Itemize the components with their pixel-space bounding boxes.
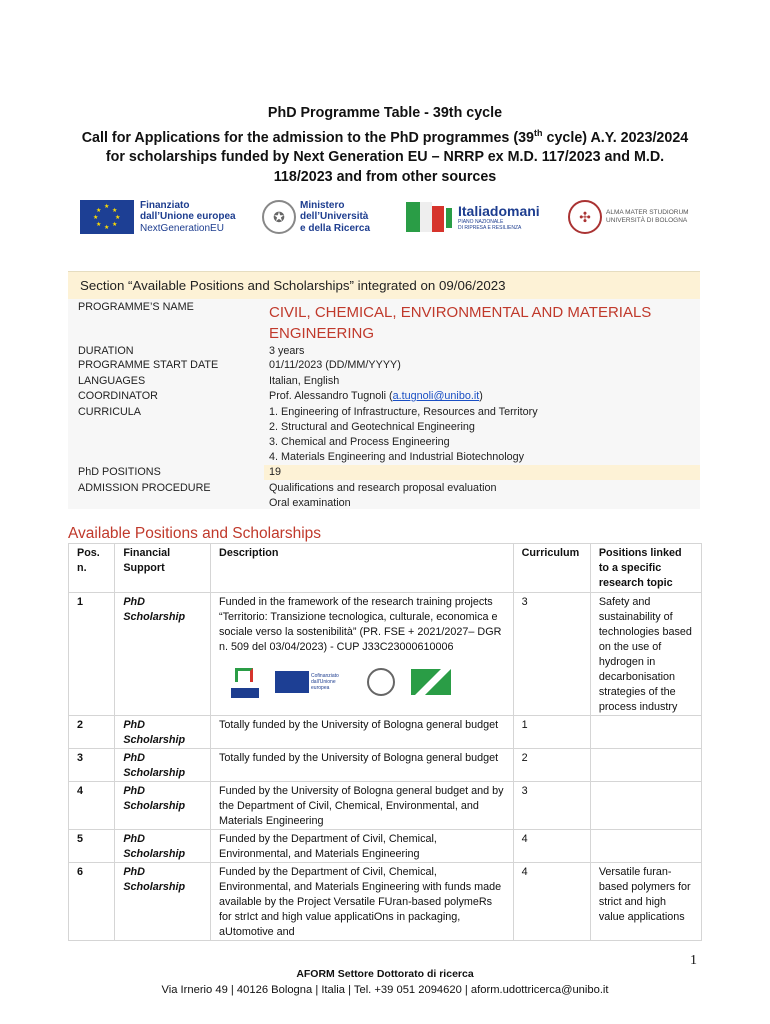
republic-emblem-icon: ✪ <box>262 200 296 234</box>
coordinator-value: Prof. Alessandro Tugnoli (a.tugnoli@unibo.it) <box>269 390 483 402</box>
coordinator-label: COORDINATOR <box>78 390 158 402</box>
curriculum-item: 2. Structural and Geotechnical Engineering <box>269 421 475 433</box>
unibo-logo: ✣ ALMA MATER STUDIORUM UNIVERSITÀ DI BOLOGNA <box>568 198 689 236</box>
eu-flag-icon: ★ ★ ★ ★ ★ ★ ★ ★ <box>80 200 134 234</box>
footer-address: Via Irnerio 49 | 40126 Bologna | Italia | Tel. +39 051 2094620 | aform.udottricerca@unibo.it <box>161 984 609 996</box>
positions-heading: Available Positions and Scholarships <box>68 525 322 542</box>
languages-label: LANGUAGES <box>78 375 146 387</box>
curricula-label: CURRICULA <box>78 406 141 418</box>
curricula-list <box>269 405 538 465</box>
positions-label: PhD POSITIONS <box>78 466 161 478</box>
table-row: 2 PhD Scholarship Totally funded by the University of Bologna general budget 1 <box>69 716 702 749</box>
eu-flag-icon <box>275 671 309 693</box>
table-header-row <box>69 544 702 593</box>
mur-logo: ✪ Ministero dell’Università e della Ricerca <box>262 198 370 236</box>
programme-label: PROGRAMME’S NAME <box>78 301 194 313</box>
section-band <box>68 271 700 300</box>
header-description: Description <box>211 544 514 593</box>
footer-office: AFORM Settore Dottorato di ricerca <box>296 968 474 980</box>
admission-value: Qualifications and research proposal evaluation Oral examination <box>269 482 497 509</box>
republic-emblem-icon <box>367 668 395 696</box>
curriculum-item: 3. Chemical and Process Engineering <box>269 436 450 448</box>
header-pos: Pos. n. <box>69 544 115 593</box>
document-title <box>0 104 770 187</box>
duration-label: DURATION <box>78 345 134 357</box>
title-line-4: 118/2023 and from other sources <box>273 168 497 185</box>
table-row: 6 PhD Scholarship Funded by the Department of Civil, Chemical, Environmental, and Materials Engineering with funds made available by the Project Versatile FUran-based polymeRs for strIct and high value applicatiOns in packaging, aUtomotive and 4 Versatile furan-based polymers for strict and high value applications <box>69 863 702 941</box>
programme-name: CIVIL, CHEMICAL, ENVIRONMENTAL AND MATERIALS ENGINEERING <box>269 304 652 342</box>
table-row: 1 PhD Scholarship Funded in the framework of the research training projects “Territorio: Transizione tecnologica, culturale, economica e sociale verso la sostenibilità” (PR. FSE + 2021/2027– DGR n. 509 del 03/04/2023) - CUP J33C23000610006 Cofinanziato dall'Unione europea 3 Safety and sustainability of technologies based on the use of hydrogen in decarbonisation strategies of the process industry <box>69 593 702 716</box>
coesione-italia-icon <box>231 666 259 698</box>
unibo-seal-icon: ✣ <box>568 200 602 234</box>
table-row: 3 PhD Scholarship Totally funded by the University of Bologna general budget 2 <box>69 749 702 782</box>
positions-table <box>68 543 702 941</box>
duration-value: 3 years <box>269 345 305 357</box>
section-band-text: Section “Available Positions and Scholarships” integrated on 09/06/2023 <box>80 278 506 293</box>
positions-value: 19 <box>269 466 282 478</box>
table-row: 4 PhD Scholarship Funded by the University of Bologna general budget and by the Department of Civil, Chemical, Environmental, and Materials Engineering 3 <box>69 782 702 830</box>
admission-label: ADMISSION PROCEDURE <box>78 482 211 494</box>
languages-value: Italian, English <box>269 375 340 387</box>
italiadomani-logo: Italiadomani PIANO NAZIONALE DI RIPRESA E RESILIENZA <box>406 198 540 236</box>
title-line-2: Call for Applications for the admission to the PhD programmes (39th cycle) A.Y. 2023/2024 <box>81 127 689 146</box>
page-number: 1 <box>690 953 697 968</box>
coordinator-email-link[interactable]: a.tugnoli@unibo.it <box>392 390 480 402</box>
eu-logo: ★ ★ ★ ★ ★ ★ ★ ★ Finanziato dall’Unione europea NextGenerationEU <box>80 198 236 236</box>
curriculum-item: 1. Engineering of Infrastructure, Resources and Territory <box>269 406 538 418</box>
emilia-romagna-icon <box>411 669 451 695</box>
italiadomani-icon <box>406 202 454 232</box>
title-line-3: for scholarships funded by Next Generation EU – NRRP ex M.D. 117/2023 and M.D. <box>105 148 665 165</box>
funding-logos: Cofinanziato dall'Unione europea <box>231 665 505 699</box>
header-financial-support: Financial Support <box>115 544 211 593</box>
curriculum-item: 4. Materials Engineering and Industrial Biotechnology <box>269 451 525 463</box>
title-line-1: PhD Programme Table - 39th cycle <box>267 105 503 121</box>
start-date-label: PROGRAMME START DATE <box>78 359 219 371</box>
positions-highlight <box>264 465 700 480</box>
start-date-value: 01/11/2023 (DD/MM/YYYY) <box>269 359 401 371</box>
header-curriculum: Curriculum <box>513 544 590 593</box>
header-topic: Positions linked to a specific research topic <box>590 544 701 593</box>
table-row: 5 PhD Scholarship Funded by the Department of Civil, Chemical, Environmental, and Materials Engineering 4 <box>69 830 702 863</box>
